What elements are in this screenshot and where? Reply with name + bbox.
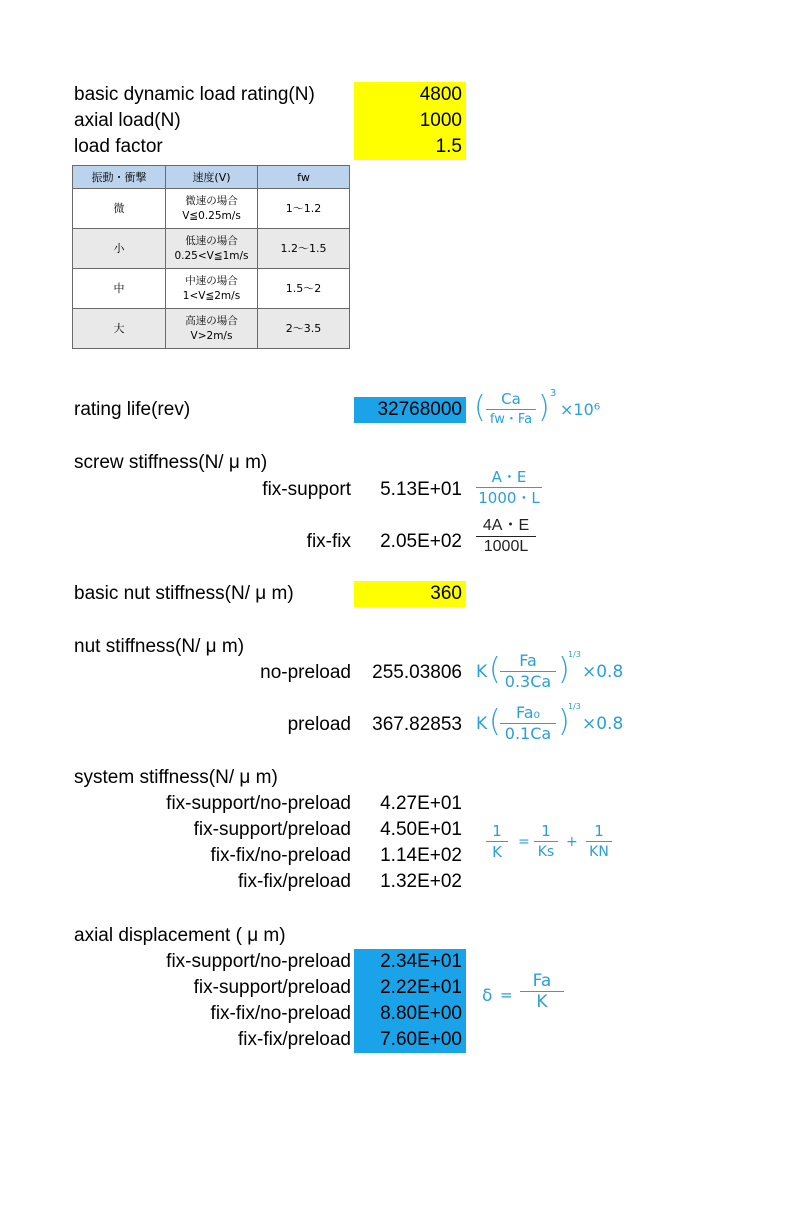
displacement-row-label: fix-support/no-preload	[166, 951, 351, 972]
screw-fix-support-label: fix-support	[262, 479, 351, 500]
axial-load-value[interactable]: 1000	[354, 108, 466, 134]
table-cell-speed: 高速の場合 V>2m/s	[166, 309, 258, 349]
table-header-fw: fw	[258, 166, 350, 189]
table-row	[73, 309, 350, 349]
system-stiffness-formula: 1 K = 1 Ks + 1 KN	[480, 822, 620, 866]
system-stiffness-label: system stiffness(N/ μ m)	[74, 767, 278, 788]
displacement-row-label: fix-fix/preload	[238, 1029, 351, 1050]
dynamic-load-label: basic dynamic load rating(N)	[74, 84, 315, 105]
nut-no-preload-value[interactable]: 255.03806	[372, 662, 462, 683]
screw-fix-support-value[interactable]: 5.13E+01	[380, 479, 462, 500]
system-row-label: fix-fix/no-preload	[210, 845, 351, 866]
table-cell-speed: 低速の場合 0.25<V≦1m/s	[166, 229, 258, 269]
axial-load-label: axial load(N)	[74, 110, 181, 131]
displacement-row-value[interactable]: 2.22E+01	[354, 975, 466, 1001]
table-cell-speed: 微速の場合 V≦0.25m/s	[166, 189, 258, 229]
screw-fix-fix-value[interactable]: 2.05E+02	[380, 531, 462, 552]
basic-nut-stiffness-value[interactable]: 360	[354, 581, 466, 607]
table-row	[73, 189, 350, 229]
displacement-row-value[interactable]: 2.34E+01	[354, 949, 466, 975]
displacement-row-value[interactable]: 7.60E+00	[354, 1027, 466, 1053]
displacement-row-label: fix-fix/no-preload	[210, 1003, 351, 1024]
nut-preload-value[interactable]: 367.82853	[372, 714, 462, 735]
table-row	[73, 229, 350, 269]
table-cell-vibration: 中	[73, 269, 166, 309]
basic-nut-stiffness-label: basic nut stiffness(N/ μ m)	[74, 583, 294, 604]
table-cell-fw: 1.5～2	[258, 269, 350, 309]
screw-fix-support-formula: A・E 1000・L	[476, 468, 542, 507]
table-cell-vibration: 大	[73, 309, 166, 349]
nut-preload-formula: K ( Fa₀ 0.1Ca ) 1/3 ×0.8	[476, 702, 624, 743]
nut-no-preload-label: no-preload	[260, 662, 351, 683]
table-header-speed: 速度(V)	[166, 166, 258, 189]
table-cell-speed: 中速の場合 1<V≦2m/s	[166, 269, 258, 309]
nut-no-preload-formula: K ( Fa 0.3Ca ) 1/3 ×0.8	[476, 650, 624, 691]
displacement-row-value[interactable]: 8.80E+00	[354, 1001, 466, 1027]
screw-stiffness-label: screw stiffness(N/ μ m)	[74, 452, 268, 473]
displacement-row-label: fix-support/preload	[193, 977, 351, 998]
system-row-value[interactable]: 1.14E+02	[380, 845, 462, 866]
rating-life-value[interactable]: 32768000	[354, 397, 466, 423]
screw-fix-fix-formula: 4A・E 1000L	[476, 517, 536, 556]
screw-fix-fix-label: fix-fix	[306, 531, 351, 552]
table-cell-fw: 1～1.2	[258, 189, 350, 229]
rating-life-formula: ( Ca fw・Fa ) 3 ×10⁶	[474, 388, 601, 427]
nut-preload-label: preload	[287, 714, 351, 735]
system-row-value[interactable]: 4.50E+01	[380, 819, 462, 840]
table-cell-fw: 1.2～1.5	[258, 229, 350, 269]
axial-displacement-formula: δ = Fa K	[482, 972, 572, 1018]
axial-displacement-label: axial displacement ( μ m)	[74, 925, 286, 946]
table-cell-vibration: 微	[73, 189, 166, 229]
system-row-value[interactable]: 1.32E+02	[380, 871, 462, 892]
nut-stiffness-label: nut stiffness(N/ μ m)	[74, 636, 245, 657]
system-row-value[interactable]: 4.27E+01	[380, 793, 462, 814]
table-header-vibration: 振動・衝撃	[73, 166, 166, 189]
system-row-label: fix-fix/preload	[238, 871, 351, 892]
load-factor-value[interactable]: 1.5	[354, 134, 466, 160]
rating-life-label: rating life(rev)	[74, 399, 191, 420]
table-cell-fw: 2～3.5	[258, 309, 350, 349]
table-row	[73, 269, 350, 309]
load-factor-label: load factor	[74, 136, 163, 157]
system-row-label: fix-support/no-preload	[166, 793, 351, 814]
dynamic-load-value[interactable]: 4800	[354, 82, 466, 108]
load-factor-table	[72, 165, 350, 349]
table-cell-vibration: 小	[73, 229, 166, 269]
system-row-label: fix-support/preload	[193, 819, 351, 840]
